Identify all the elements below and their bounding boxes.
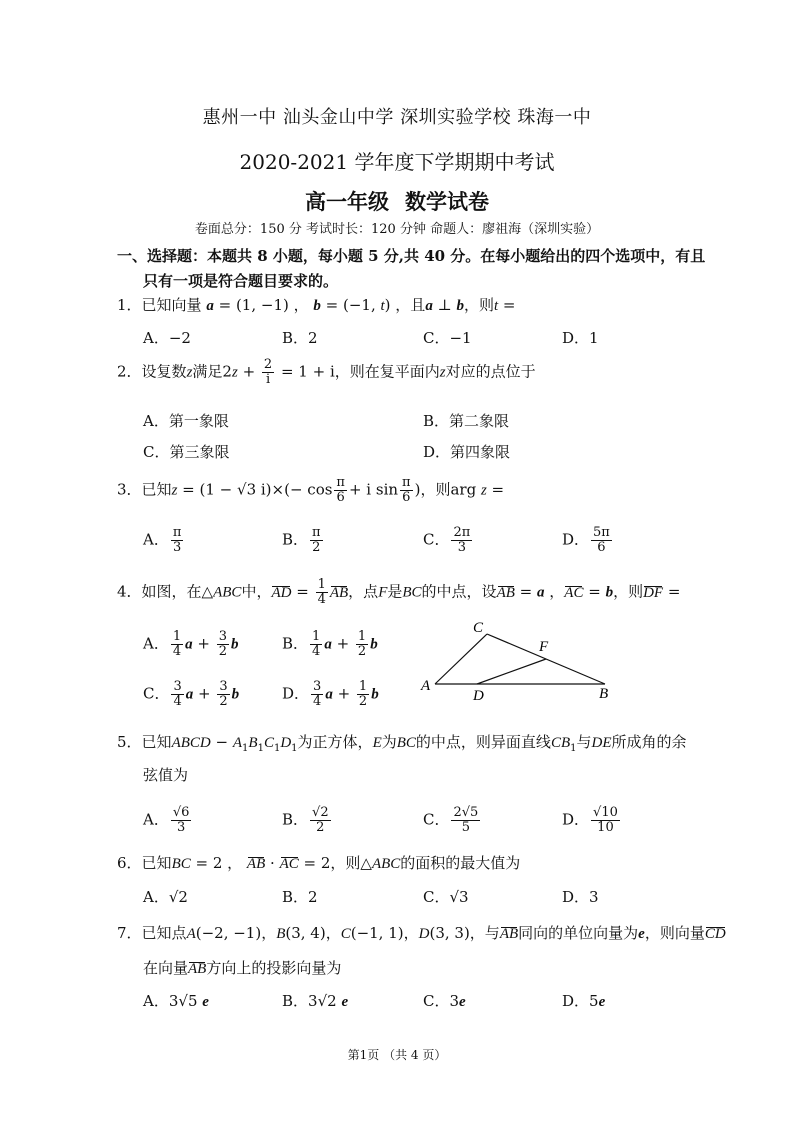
question-text: ，则向量 [644,924,705,942]
question-text: 已知 [141,480,172,499]
question-3: 3．已知z = (1 − √3 i)×(− cos $\frac{\pi}{6}$ + i sin $\frac{\pi}{6}$ )，则arg z = [117,475,505,505]
q1-option-a: A．−2 [143,329,191,347]
q3-option-a: A． $\frac{\pi}{3}$ [143,525,182,555]
q2-option-d: D．第四象限 [423,443,511,461]
q6-option-a: A．√2 [143,888,188,906]
question-text: 设复数 [141,362,187,381]
question-number: 1． [117,296,142,314]
label-D: D [473,688,484,704]
question-text: 所成角的余 [611,733,687,751]
question-number: 7． [117,924,142,942]
question-text: 已知 [141,733,172,751]
question-text: 如图，在△ [141,582,214,601]
q2-option-c: C．第三象限 [143,443,230,461]
section-heading-cont: 只有一项是符合题目要求的。 [143,272,339,290]
question-number: 5． [117,733,142,751]
question-text: 的中点，则异面直线 [415,733,551,751]
question-6: 6．已知BC = 2 ， AB · AC = 2，则△ABC的面积的最大值为 [117,854,521,872]
q4-option-a: A． $\frac{1}{4}$ a + $\frac{3}{2}$ b [143,629,239,659]
grade-label: 高一年级 [305,190,389,214]
q5-option-d: D． $\frac{√10}{10}$ [562,805,618,835]
question-text: 已知点 [141,924,187,942]
exam-info: 卷面总分：150 分 考试时长：120 分钟 命题人：廖祖海（深圳实验） [194,222,600,237]
q7-option-b: B．3√2 e [282,992,349,1010]
question-5-cont: 弦值为 [143,766,189,784]
question-text: 的中点，设 [421,582,497,601]
q7-option-a: A．3√5 e [143,992,209,1010]
q5-option-b: B． $\frac{√2}{2}$ [282,805,329,835]
question-5: 5．已知ABCD − $A_1B_1C_1D_1$为正方体，E为BC的中点，则异面直线$CB_1$与DE所成角的余 [117,733,687,754]
page-footer: 第1页 （共 4 页） [347,1048,447,1062]
question-number: 2． [117,362,142,381]
question-text: 与 [576,733,592,751]
question-number: 4． [117,582,142,601]
question-text: ，则在复平面内 [334,362,440,381]
question-text: ，与 [469,924,500,942]
subject-label: 数学试卷 [405,190,489,214]
question-text: 满足 [192,362,223,381]
q4-option-b: B． $\frac{1}{4}$ a + $\frac{1}{2}$ b [282,629,378,659]
paper-title [0,186,794,216]
question-text: ，则 [613,582,644,601]
q6-option-c: C．√3 [423,888,469,906]
q7-option-d: D．5e [562,992,606,1010]
question-number: 3． [117,480,142,499]
question-text: ，则 [463,296,494,314]
exam-title: 2020-2021 学年度下学期期中考试 [239,150,555,174]
section-heading: 一、选择题：本题共 8 小题，每小题 5 分,共 40 分。在每小题给出的四个选项中，有且 [117,247,706,265]
label-C: C [473,620,484,636]
question-text: 同向的单位向量为 [518,924,639,942]
question-7-cont: 在向量AB方向上的投影向量为 [143,959,342,977]
question-text: 为 [381,733,397,751]
question-text: 的面积的最大值为 [400,854,521,872]
q1-option-c: C．−1 [423,329,472,347]
q6-option-b: B．2 [282,888,318,906]
question-text: ，则 [420,480,451,499]
question-1: 1．已知向量 a = (1, −1) ， b = (−1, t) ，且a ⊥ b，则t = [117,296,516,314]
question-text: ，且 [395,296,426,314]
q1-option-d: D．1 [562,329,599,347]
question-text: ，则△ [330,854,372,872]
question-4: 4．如图，在△ABC中，AD = $\frac{1}{4}$ AB，点F是BC的中点，设AB = a ，AC = b，则DF = [117,577,681,607]
question-text: ，点 [348,582,379,601]
q5-option-a: A． $\frac{√6}{3}$ [143,805,190,835]
q3-option-c: C． $\frac{2\pi}{3}$ [423,525,471,555]
q7-option-c: C．3e [423,992,466,1010]
q2-option-b: B．第二象限 [423,412,510,430]
label-F: F [539,639,549,655]
question-number: 6． [117,854,142,872]
q3-option-b: B． $\frac{\pi}{2}$ [282,525,321,555]
question-text: 对应的点位于 [445,362,536,381]
q2-option-a: A．第一象限 [143,412,229,430]
q4-option-d: D． $\frac{3}{4}$ a + $\frac{1}{2}$ b [282,679,379,709]
question-2: 2．设复数z满足2z + $\frac{2}{i}$ = 1 + i，则在复平面内z对应的点位于 [117,357,536,387]
q3-option-d: D． $\frac{5\pi}{6}$ [562,525,610,555]
q5-option-c: C． $\frac{2√5}{5}$ [423,805,479,835]
question-text: 中， [241,582,272,601]
label-B: B [599,686,609,702]
question-text: 是 [387,582,403,601]
q4-option-c: C． $\frac{3}{4}$ a + $\frac{3}{2}$ b [143,679,240,709]
triangle-figure [415,612,625,704]
q1-option-b: B．2 [282,329,318,347]
q6-option-d: D．3 [562,888,599,906]
question-text: 已知 [141,854,172,872]
question-7: 7．已知点A(−2, −1)，B(3, 4)，C(−1, 1)，D(3, 3)，与AB同向的单位向量为e，则向量CD [117,924,726,942]
label-A: A [421,678,431,694]
school-names: 惠州一中 汕头金山中学 深圳实验学校 珠海一中 [202,107,592,128]
question-text: 已知向量 [141,296,202,314]
question-text: 为正方体， [297,733,373,751]
